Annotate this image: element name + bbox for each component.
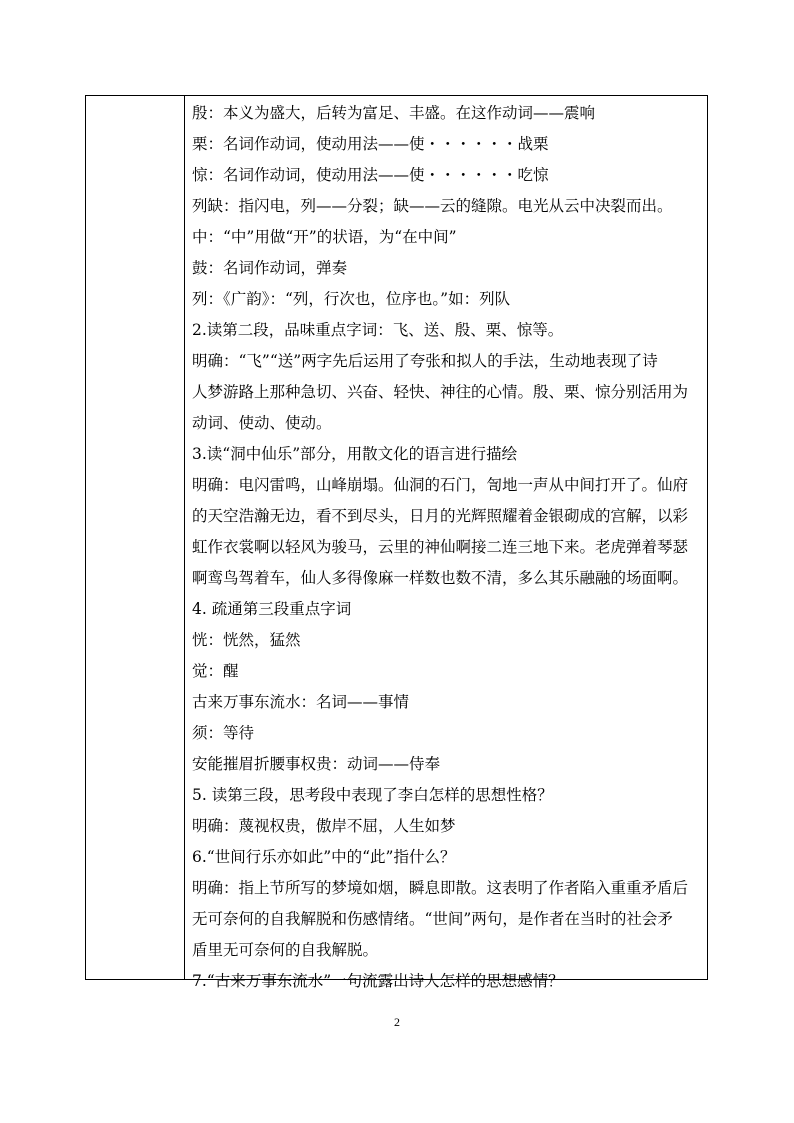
text-line: 明确：“飞”“送”两字先后运用了夸张和拟人的手法，生动地表现了诗 (192, 352, 658, 370)
text-line: 明确：蔑视权贵，傲岸不屈，人生如梦 (192, 817, 456, 835)
text-line: 觉：醒 (192, 662, 239, 680)
text-line: 啊鸾鸟驾着车，仙人多得像麻一样数也数不清，多么其乐融融的场面啊。 (192, 569, 689, 587)
text-line: 人梦游路上那种急切、兴奋、轻快、神往的心情。殷、栗、惊分别活用为 (192, 383, 689, 401)
text-line: 明确：指上节所写的梦境如烟，瞬息即散。这表明了作者陷入重重矛盾后 (192, 879, 689, 897)
text-line: 3.读“洞中仙乐”部分，用散文化的语言进行描绘 (192, 445, 518, 463)
text-line: 列缺：指闪电，列——分裂；缺——云的缝隙。电光从云中决裂而出。 (192, 197, 673, 215)
text-line: 中：“中”用做“开”的状语，为“在中间” (192, 228, 457, 246)
text-line: 虹作衣裳啊以轻风为骏马，云里的神仙啊接二连三地下来。老虎弹着琴瑟 (192, 538, 689, 556)
text-line: 明确：电闪雷鸣，山峰崩塌。仙洞的石门，訇地一声从中间打开了。仙府 (192, 476, 689, 494)
text-line: 5. 读第三段，思考段中表现了李白怎样的思想性格？ (192, 786, 553, 804)
text-line: 古来万事东流水：名词——事情 (192, 693, 410, 711)
text-line: 列：《广韵》：“列，行次也，位序也。”如：列队 (192, 290, 511, 308)
text-line: 惊：名词作动词，使动用法——使・・・・・・吃惊 (192, 166, 549, 184)
text-line: 须：等待 (192, 724, 255, 742)
text-line: 7.“古来万事东流水”一句流露出诗人怎样的思想感情？ (192, 972, 564, 990)
content-cell (192, 98, 699, 997)
text-line: 的天空浩瀚无边，看不到尽头，日月的光辉照耀着金银砌成的宫解，以彩 (192, 507, 689, 525)
text-line: 4. 疏通第三段重点字词 (192, 600, 352, 618)
text-line: 安能摧眉折腰事权贵：动词——侍奉 (192, 755, 441, 773)
text-line: 栗：名词作动词，使动用法——使・・・・・・战栗 (192, 135, 549, 153)
page-number: 2 (394, 1015, 400, 1029)
text-line: 鼓：名词作动词，弹奏 (192, 259, 348, 277)
content-table (85, 95, 708, 990)
text-line: 盾里无可奈何的自我解脱。 (192, 941, 379, 959)
column-divider (184, 96, 185, 979)
text-line: 动词、使动、使动。 (192, 414, 332, 432)
text-line: 2.读第二段，品味重点字词：飞、送、殷、栗、惊等。 (192, 321, 564, 339)
text-line: 恍：恍然，猛然 (192, 631, 301, 649)
text-line: 无可奈何的自我解脱和伤感情绪。“世间”两句，是作者在当时的社会矛 (192, 910, 673, 928)
text-line: 6.“世间行乐亦如此”中的“此”指什么？ (192, 848, 456, 866)
text-line: 殷：本义为盛大，后转为富足、丰盛。在这作动词——震响 (192, 104, 596, 122)
